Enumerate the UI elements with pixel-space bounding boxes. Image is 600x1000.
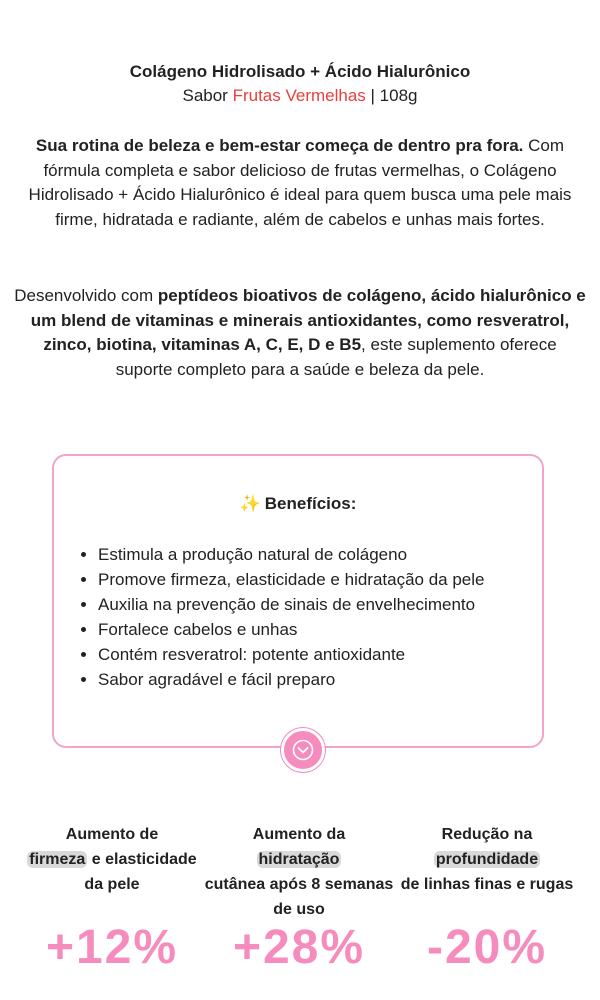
intro-bold: Sua rotina de beleza e bem-estar começa de dentro pra fora.: [35, 136, 524, 155]
subtitle-suffix: | 108g: [365, 86, 418, 105]
expand-button[interactable]: [281, 728, 325, 772]
stat-label: [17, 822, 207, 897]
stat-label-line: Aumento de: [65, 826, 159, 843]
stat-label: [392, 822, 582, 897]
stat-label-rest: e elasticidade da pele: [84, 851, 197, 893]
stat-label-line: [17, 847, 207, 897]
stat-highlight: firmeza: [29, 851, 86, 868]
stat-highlight: profundidade: [435, 851, 539, 868]
benefit-item: • Promove firmeza, elasticidade e hidratação da pele: [98, 567, 485, 592]
stat-value: +28%: [232, 921, 366, 974]
stat-value: +12%: [45, 921, 179, 974]
stat-label-line: [204, 847, 394, 872]
intro-paragraph: [14, 134, 586, 232]
stat-label-line: Redução na: [441, 826, 533, 843]
flavor-name: Frutas Vermelhas: [232, 86, 366, 105]
product-title: Colágeno Hidrolisado + Ácido Hialurônico: [129, 62, 471, 81]
stat-value: -20%: [426, 921, 548, 974]
stat-profundidade: [392, 822, 582, 974]
formula-paragraph: [14, 284, 586, 382]
benefit-item: • Fortalece cabelos e unhas: [98, 617, 485, 642]
formula-suffix: , este suplemento oferece suporte completo para a saúde e beleza da pele.: [115, 335, 557, 379]
benefits-title: [54, 492, 542, 516]
stat-label: [204, 822, 394, 922]
stat-label-rest: de linhas finas e rugas: [400, 876, 574, 893]
benefit-item: • Estimula a produção natural de colágeno: [98, 542, 485, 567]
stat-label-line: [392, 847, 582, 872]
stat-label-line: Aumento da: [252, 826, 346, 843]
formula-prefix: Desenvolvido com: [14, 286, 158, 305]
benefits-title-text: Benefícios:: [264, 494, 357, 513]
sparkles-icon: ✨: [239, 494, 261, 513]
formula-bold: peptídeos bioativos de colágeno, ácido hialurônico e um blend de vitaminas e minerais antioxidantes, como resveratrol, zinco, biotina, vitaminas A, C, E, D e B5: [30, 286, 586, 354]
stat-hidratacao: [204, 822, 394, 974]
benefits-list: [80, 542, 485, 692]
product-subtitle: [0, 84, 600, 108]
intro-text: Com fórmula completa e sabor delicioso de frutas vermelhas, o Colágeno Hidrolisado + Ácido Hialurônico é ideal para quem busca uma pele mais firme, hidratada e radiante, além de cabelos e unhas mais fortes.: [28, 136, 572, 229]
benefit-item: • Auxilia na prevenção de sinais de envelhecimento: [98, 592, 485, 617]
subtitle-prefix: Sabor: [182, 86, 233, 105]
benefit-item: • Sabor agradável e fácil preparo: [98, 667, 485, 692]
benefits-card: [52, 454, 544, 748]
benefit-item: • Contém resveratrol: potente antioxidante: [98, 642, 485, 667]
product-header: [0, 60, 600, 108]
stat-highlight: hidratação: [258, 851, 340, 868]
chevron-down-icon: [292, 739, 314, 761]
stat-label-rest: cutânea após 8 semanas de uso: [204, 876, 394, 918]
stat-firmeza: [17, 822, 207, 974]
